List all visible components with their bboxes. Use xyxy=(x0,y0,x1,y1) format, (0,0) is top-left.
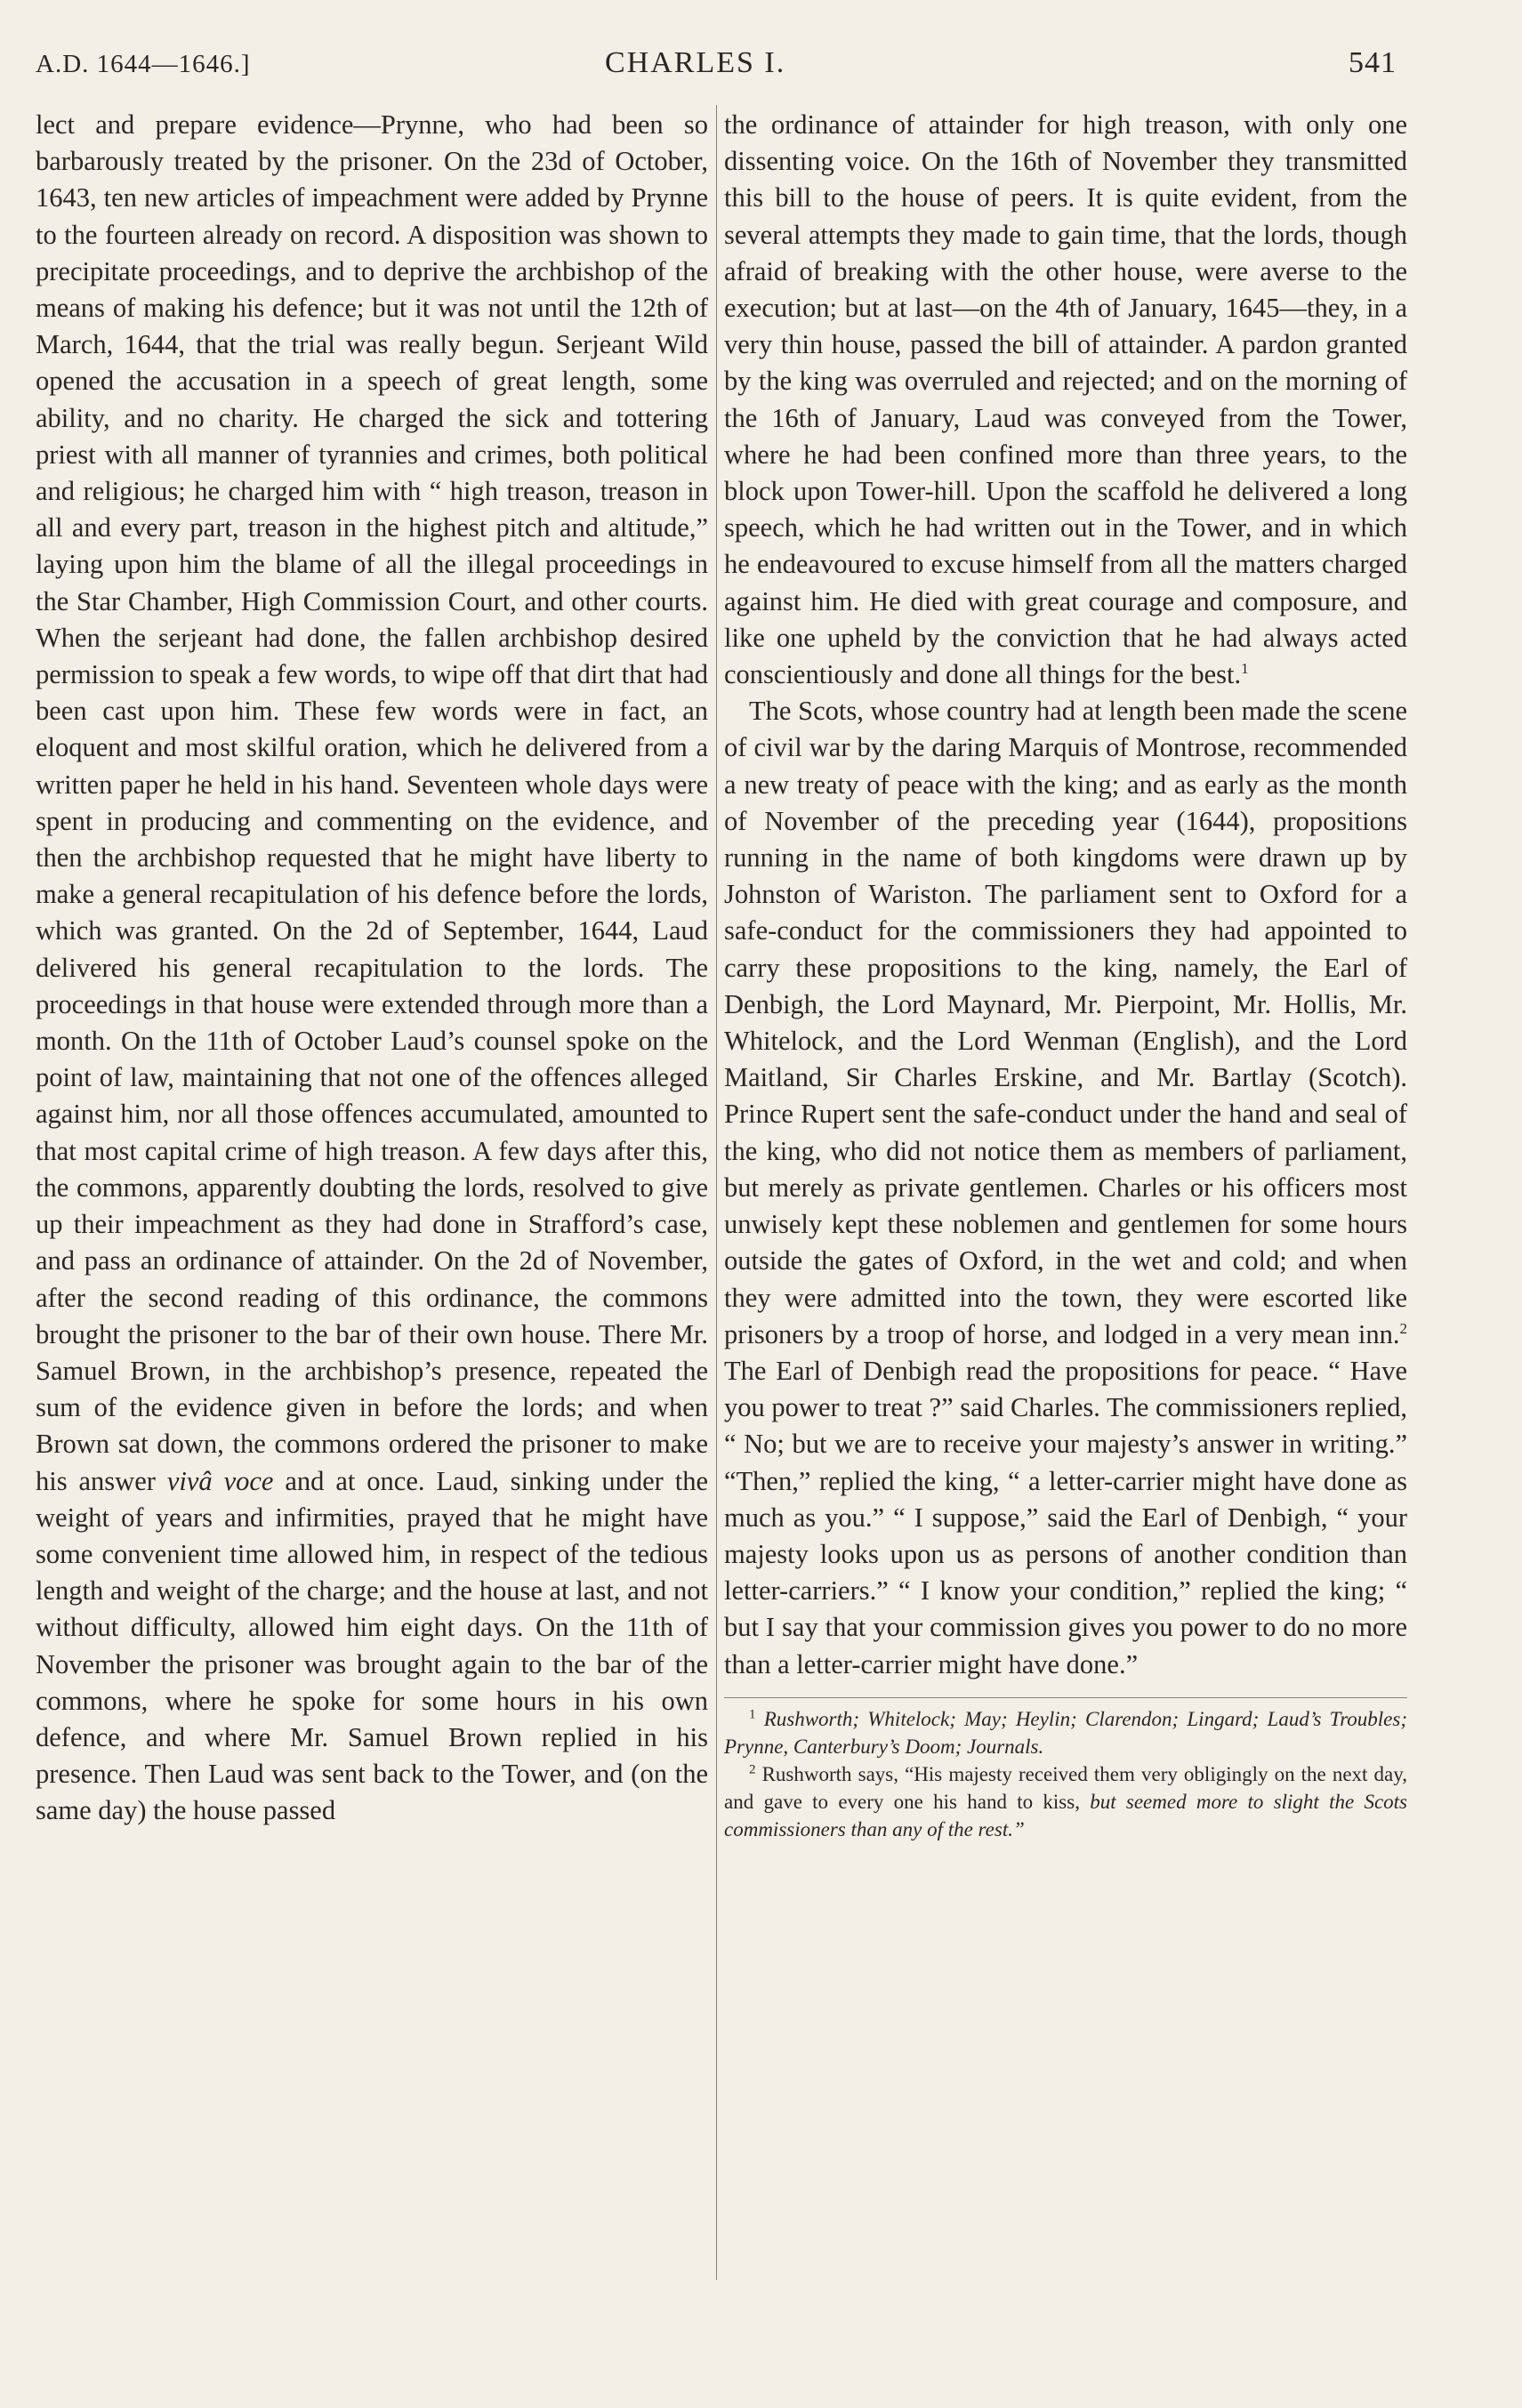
running-head xyxy=(36,43,1397,87)
footnote-1 xyxy=(724,1705,1407,1760)
page-number: 541 xyxy=(1349,46,1397,79)
footnote-2-mark: 2 xyxy=(749,1762,756,1777)
footnote-1-text: Rushworth; Whitelock; May; Heylin; Clarendon; Lingard; Laud’s Troubles; Prynne, Canterbury’s Doom; Journals. xyxy=(724,1707,1408,1758)
right-paragraph-1 xyxy=(724,107,1407,693)
running-head-title: CHARLES I. xyxy=(605,46,786,79)
right-paragraph-2-text: The Scots, whose country had at length been made the scene of civil war by the daring Marquis of Montrose, recommended a new treaty of peace with the king; and as early as the month of November of the preceding year (1644), propositions running in the name of both kingdoms were drawn up by Johnston of Wariston. The parliament sent to Oxford for a safe-conduct for the commissioners they had appointed to carry these propositions to the king, namely, the Earl of Denbigh, the Lord Maynard, Mr. Pierpoint, Mr. Hollis, Mr. Whitelock, and the Lord Wenman (English), and the Lord Maitland, Sir Charles Erskine, and Mr. Bartlay (Scotch). Prince Rupert sent the safe-conduct under the hand and seal of the king, who did not notice them as members of parliament, but merely as private gentlemen. Charles or his officers most unwisely kept these noblemen and gentlemen for some hours outside the gates of Oxford, in the wet and cold; and when they were admitted into the town, they were escorted like prisoners by a troop of horse, and lodged in a very mean inn. xyxy=(724,696,1407,1349)
footnotes xyxy=(724,1697,1407,1843)
footnote-ref-2: 2 xyxy=(1399,1319,1407,1337)
left-paragraph xyxy=(36,107,708,1830)
left-paragraph-text: lect and prepare evidence—Prynne, who had been so barbarously treated by the prisoner. On the 23d of October, 1643, ten new articles of impeachment were added by Prynne to the fourteen already on record. A disposition was shown to precipitate proceedings, and to deprive the archbishop of the means of making his defence; but it was not until the 12th of March, 1644, that the trial was really begun. Serjeant Wild opened the accusation in a speech of great length, some ability, and no charity. He charged the sick and tottering priest with all manner of tyrannies and crimes, both political and religious; he charged him with “ high treason, treason in all and every part, treason in the highest pitch and altitude,” laying upon him the blame of all the illegal proceedings in the Star Chamber, High Commission Court, and other courts. When the serjeant had done, the fallen archbishop desired permission to speak a few words, to wipe off that dirt that had been cast upon him. These few words were in fact, an eloquent and most skilful oration, which he delivered from a written paper he held in his hand. Seventeen whole days were spent in producing and commenting on the evidence, and then the archbishop requested that he might have liberty to make a general recapitulation of his defence before the lords, which was granted. On the 2d of September, 1644, Laud delivered his general recapitulation to the lords. The proceedings in that house were extended through more than a month. On the 11th of October Laud’s counsel spoke on the point of law, maintaining that not one of the offences alleged against him, nor all those offences accumulated, amounted to that most capital crime of high treason. A few days after this, the commons, apparently doubting the lords, resolved to give up their impeachment as they had done in Strafford’s case, and pass an ordinance of attainder. On the 2d of November, after the second reading of this ordinance, the commons brought the prisoner to the bar of their own house. There Mr. Samuel Brown, in the archbishop’s presence, repeated the sum of the evidence given in before the lords; and when Brown sat down, the commons ordered the prisoner to make his answer xyxy=(36,109,708,1496)
left-column xyxy=(36,107,708,1830)
footnote-2-text: Rushworth says, “His majesty received them very obligingly on the next day, and gave to every one his hand to kiss, xyxy=(724,1762,1407,1813)
footnote-1-mark: 1 xyxy=(749,1707,756,1722)
running-head-date: A.D. 1644—1646.] xyxy=(36,50,251,78)
right-paragraph-1-text: the ordinance of attainder for high treason, with only one dissenting voice. On the 16th of November they transmitted this bill to the house of peers. It is quite evident, from the several attempts they made to gain time, that the lords, though afraid of breaking with the other house, were averse to the execution; but at last—on the 4th of January, 1645—they, in a very thin house, passed the bill of attainder. A pardon granted by the king was overruled and rejected; and on the morning of the 16th of January, Laud was conveyed from the Tower, where he had been confined more than three years, to the block upon Tower-hill. Upon the scaffold he delivered a long speech, which he had written out in the Tower, and in which he endeavoured to excuse himself from all the matters charged against him. He died with great courage and composure, and like one upheld by the conviction that he had always acted conscientiously and done all things for the best. xyxy=(724,109,1407,690)
footnote-ref-1: 1 xyxy=(1241,659,1249,677)
footnote-2-italic: but seemed more to slight the Scots commissioners than any of the rest.” xyxy=(724,1790,1408,1840)
right-paragraph-2 xyxy=(724,693,1407,1682)
left-paragraph-italic: vivâ voce xyxy=(166,1465,274,1496)
left-paragraph-tail: and at once. Laud, sinking under the weight of years and infirmities, prayed that he might have some convenient time allowed him, in respect of the tedious length and weight of the charge; and the house at last, and not without difficulty, allowed him eight days. On the 11th of November the prisoner was brought again to the bar of the commons, where he spoke for some hours in his own defence, and where Mr. Samuel Brown replied in his presence. Then Laud was sent back to the Tower, and (on the same day) the house passed xyxy=(36,1465,708,1826)
column-divider xyxy=(716,105,717,2280)
right-column xyxy=(724,107,1407,1843)
right-paragraph-2-tail: The Earl of Denbigh read the propositions for peace. “ Have you power to treat ?” said Charles. The commissioners replied, “ No; but we are to receive your majesty’s answer in writing.” “Then,” replied the king, “ a letter-carrier might have done as much as you.” “ I suppose,” said the Earl of Denbigh, “ your majesty looks upon us as persons of another condition than letter-carriers.” “ I know your condition,” replied the king; “ but I say that your commission gives you power to do no more than a letter-carrier might have done.” xyxy=(724,1355,1407,1679)
footnote-2 xyxy=(724,1760,1407,1843)
